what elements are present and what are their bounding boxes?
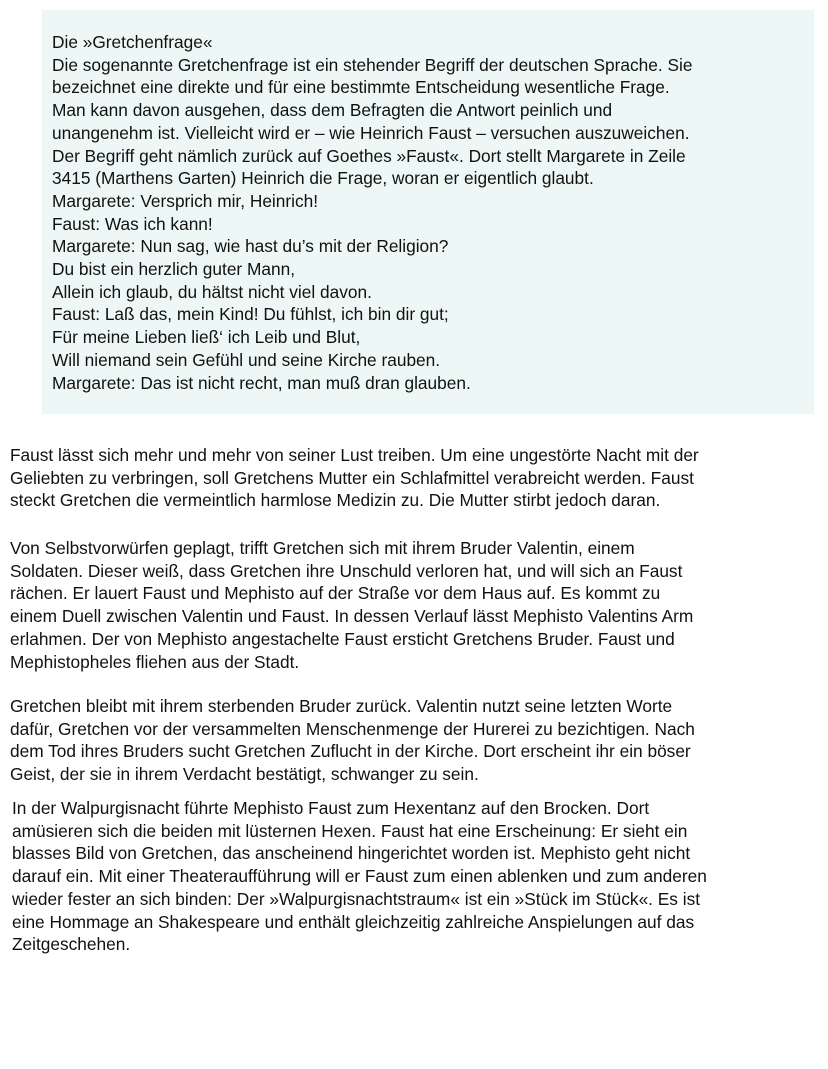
quote-line: Du bist ein herzlich guter Mann, (52, 259, 296, 280)
quote-line: Allein ich glaub, du hältst nicht viel davon. (52, 281, 372, 302)
infobox-line: 3415 (Marthens Garten) Heinrich die Frage, woran er eigentlich glaubt. (52, 168, 594, 189)
paragraph-line: Zeitgeschehen. (12, 934, 131, 955)
quote-line: Will niemand sein Gefühl und seine Kirche rauben. (52, 349, 441, 370)
paragraph-line: Gretchen bleibt mit ihrem sterbenden Bruder zurück. Valentin nutzt seine letzten Worte (10, 696, 673, 716)
quote-line: Faust: Was ich kann! (52, 213, 213, 234)
quote-line: Margarete: Das ist nicht recht, man muß dran glauben. (52, 372, 471, 393)
paragraph-line: Von Selbstvorwürfen geplagt, trifft Gretchen sich mit ihrem Bruder Valentin, einem (10, 538, 635, 558)
paragraph-kirche (10, 695, 822, 786)
paragraph-line: Geliebten zu verbringen, soll Gretchens Mutter ein Schlafmittel verabreicht werden. Faust (10, 467, 694, 488)
paragraph-line: Mephistopheles fliehen aus der Stadt. (10, 651, 300, 672)
paragraph-line: blasses Bild von Gretchen, das anscheinend hingerichtet worden ist. Mephisto geht nicht (12, 843, 691, 864)
infobox-line: unangenehm ist. Vielleicht wird er – wie Heinrich Faust – versuchen auszuweichen. (52, 122, 690, 143)
paragraph-valentin (10, 537, 822, 673)
paragraph-line: eine Hommage an Shakespeare und enthält gleichzeitig zahlreiche Anspielungen auf das (12, 911, 695, 932)
quote-line: Faust: Laß das, mein Kind! Du fühlst, ich bin dir gut; (52, 304, 449, 325)
paragraph-line: amüsieren sich die beiden mit lüsternen Hexen. Faust hat eine Erscheinung: Er sieht ein (12, 820, 688, 841)
paragraph-line: einem Duell zwischen Valentin und Faust. In dessen Verlauf lässt Mephisto Valentins Arm (10, 606, 694, 627)
paragraph-line: rächen. Er lauert Faust und Mephisto auf der Straße vor dem Haus auf. Es kommt zu (10, 583, 661, 604)
paragraph-line: Geist, der sie in ihrem Verdacht bestätigt, schwanger zu sein. (10, 764, 479, 785)
infobox-line: bezeichnet eine direkte und für eine bestimmte Entscheidung wesentliche Frage. (52, 77, 670, 98)
paragraph-line: darauf ein. Mit einer Theateraufführung will er Faust zum einen ablenken und zum anderen (12, 866, 707, 887)
gretchenfrage-infobox (42, 10, 814, 414)
paragraph-walpurgisnacht (12, 797, 824, 956)
infobox-line: Man kann davon ausgehen, dass dem Befragten die Antwort peinlich und (52, 100, 613, 121)
paragraph-line: steckt Gretchen die vermeintlich harmlose Medizin zu. Die Mutter stirbt jedoch daran. (10, 490, 661, 511)
paragraph-line: Faust lässt sich mehr und mehr von seiner Lust treiben. Um eine ungestörte Nacht mit der (10, 445, 699, 465)
paragraph-schlafmittel (10, 444, 822, 512)
paragraph-line: wieder fester an sich binden: Der »Walpurgisnachtstraum« ist ein »Stück im Stück«. Es ist (12, 888, 701, 909)
infobox-line: Der Begriff geht nämlich zurück auf Goethes »Faust«. Dort stellt Margarete in Zeile (52, 145, 686, 166)
quote-line: Margarete: Versprich mir, Heinrich! (52, 190, 319, 211)
quote-line: Margarete: Nun sag, wie hast du’s mit der Religion? (52, 236, 449, 257)
paragraph-line: dem Tod ihres Bruders sucht Gretchen Zuflucht in der Kirche. Dort erscheint ihr ein böser (10, 741, 691, 762)
infobox-title: Die »Gretchenfrage« (52, 32, 213, 52)
paragraph-line: In der Walpurgisnacht führte Mephisto Faust zum Hexentanz auf den Brocken. Dort (12, 798, 650, 818)
paragraph-line: Soldaten. Dieser weiß, dass Gretchen ihre Unschuld verloren hat, und will sich an Faust (10, 560, 683, 581)
paragraph-line: erlahmen. Der von Mephisto angestachelte Faust ersticht Gretchens Bruder. Faust und (10, 628, 675, 649)
quote-line: Für meine Lieben ließ‘ ich Leib und Blut, (52, 327, 361, 348)
infobox-line: Die sogenannte Gretchenfrage ist ein stehender Begriff der deutschen Sprache. Sie (52, 54, 693, 75)
paragraph-line: dafür, Gretchen vor der versammelten Menschenmenge der Hurerei zu bezichtigen. Nach (10, 718, 695, 739)
